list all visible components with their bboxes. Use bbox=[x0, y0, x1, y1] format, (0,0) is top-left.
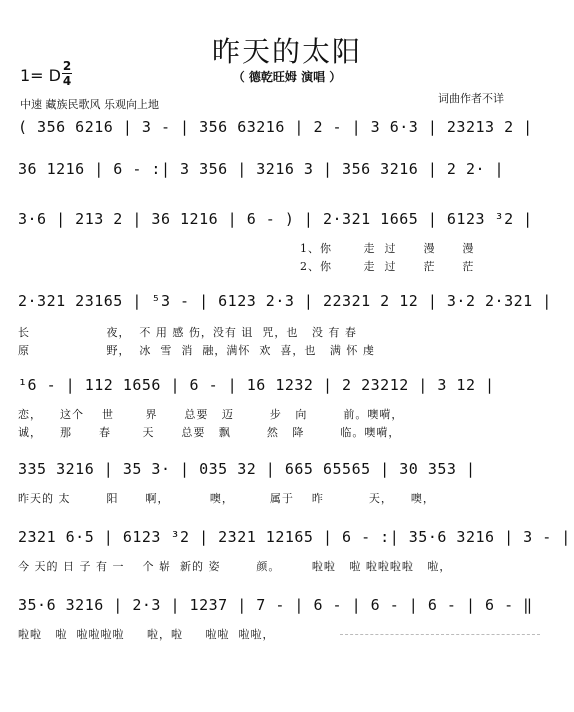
lyric-line-4-verse-1: 长 夜， 不 用 感 伤，没有 诅 咒，也 没 有 春 bbox=[18, 326, 357, 339]
lyric-line-6: 昨天的 太 阳 啊， 噢， 属于 昨 天， 噢， bbox=[18, 492, 435, 505]
lyric-line-7: 今 天的 日 子 有 一 个 崭 新的 姿 颜。 啦啦 啦 啦啦啦啦 啦， bbox=[18, 560, 452, 573]
lyric-line-5-verse-1: 恋， 这个 世 界 总要 迈 步 向 前。噢嗬， bbox=[18, 408, 404, 421]
lyric-line-5-verse-2: 诚， 那 春 天 总要 飘 然 降 临。噢嗬， bbox=[18, 426, 401, 439]
staff-line-8: 35·6 3216 | 2·3 | 1237 | 7 - | 6 - | 6 - | 6 - | 6 - ‖ bbox=[18, 596, 533, 614]
staff-line-5: ¹6 - | 112 1656 | 6 - | 16 1232 | 2 23212 | 3 12 | bbox=[18, 376, 495, 394]
lyric-line-8: 啦啦 啦 啦啦啦啦 啦，啦 啦啦 啦啦， bbox=[18, 628, 275, 641]
staff-line-2: 36 1216 | 6 - :| 3 356 | 3216 3 | 356 3216 | 2 2· | bbox=[18, 160, 505, 178]
lyric-line-3-verse-1: 1、你 走 过 漫 漫 bbox=[300, 242, 475, 255]
staff-line-4: 2·321 23165 | ⁵3 - | 6123 2·3 | 22321 2 12 | 3·2 2·321 | bbox=[18, 292, 552, 310]
staff-line-7: 2321 6·5 | 6123 ³2 | 2321 12165 | 6 - :| 35·6 3216 | 3 - | bbox=[18, 528, 571, 546]
staff-line-1: ( 356 6216 | 3 - | 356 63216 | 2 - | 3 6·3 | 23213 2 | bbox=[18, 118, 533, 136]
tempo-marking: 中速 藏族民歌风 乐观向上地 bbox=[20, 98, 159, 111]
composer-credit: 词曲作者不详 bbox=[438, 92, 504, 105]
meter-bottom: 4 bbox=[62, 74, 72, 88]
lyric-line-4-verse-2: 原 野， 冰 雪 消 融，满怀 欢 喜，也 满 怀 虔 bbox=[18, 344, 375, 357]
time-signature bbox=[62, 60, 72, 87]
staff-line-6: 335 3216 | 35 3· | 035 32 | 665 65565 | 30 353 | bbox=[18, 460, 476, 478]
meter-top: 2 bbox=[62, 59, 72, 73]
key-signature: 1= D bbox=[20, 66, 61, 85]
song-title: 昨天的太阳 bbox=[211, 35, 362, 68]
staff-line-3: 3·6 | 213 2 | 36 1216 | 6 - ) | 2·321 1665 | 6123 ³2 | bbox=[18, 210, 533, 228]
lyric-line-3-verse-2: 2、你 走 过 茫 茫 bbox=[300, 260, 475, 273]
singer-credit: （ 德乾旺姆 演唱 ） bbox=[232, 70, 342, 84]
faded-text-remnant bbox=[340, 634, 540, 635]
